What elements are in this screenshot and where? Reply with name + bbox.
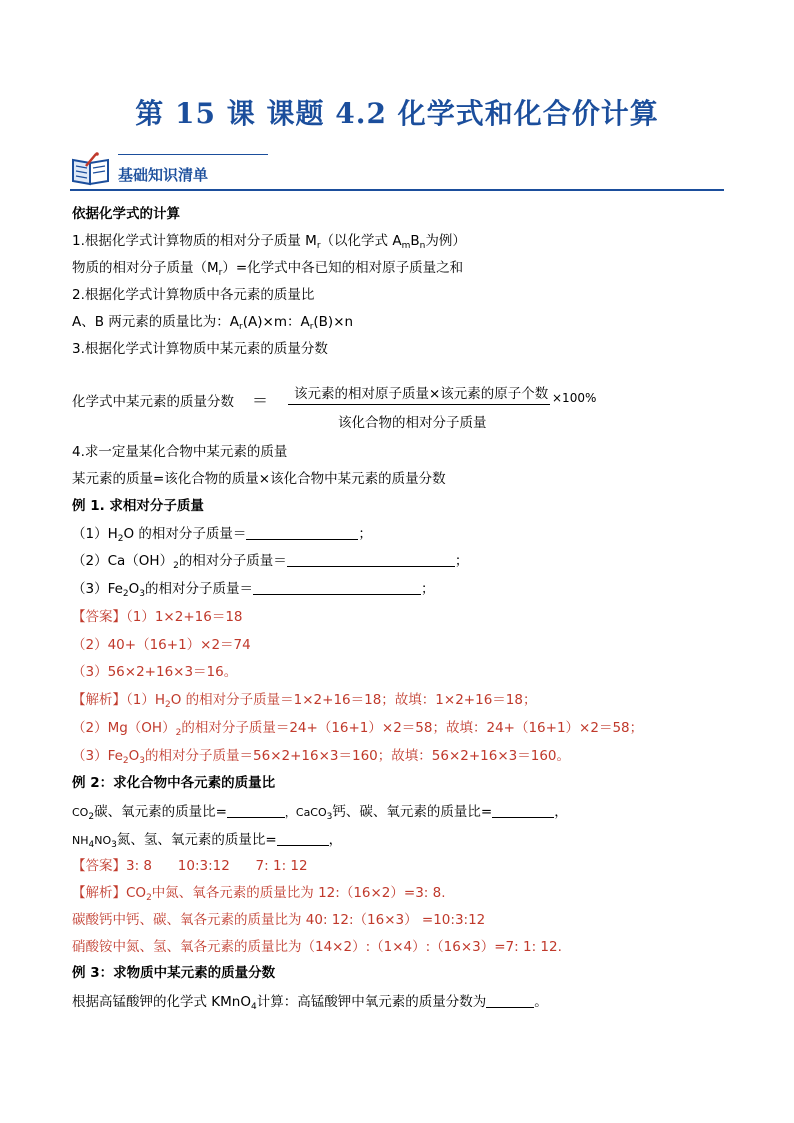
subscript: r [316,241,321,251]
example-1-title: 例 1. 求相对分子质量 [72,498,204,514]
subscript: m [401,241,411,251]
point-3: 3.根据化学式计算物质中某元素的质量分数 [72,341,328,357]
text: （1）H [126,692,165,708]
subscript: 4 [250,1002,257,1012]
text: ， [554,804,568,820]
text: （1）1×2+16＝18 [126,609,243,625]
fraction-percent: ×100% [552,391,597,405]
explanation-tag: 【解析】 [72,692,126,708]
text: CO [72,806,89,819]
point-2: 2.根据化学式计算物质中各元素的质量比 [72,287,315,303]
example-1-answer-1 [72,608,243,626]
example-2-question-1 [72,803,568,826]
text: ， [328,832,343,848]
subscript: 3 [139,589,146,599]
subscript: r [309,322,314,332]
answer-blank[interactable] [227,803,285,818]
text: 为例） [425,233,466,249]
answer-blank[interactable] [486,993,534,1008]
subscript: 3 [139,756,146,766]
point-4: 4.求一定量某化合物中某元素的质量 [72,444,288,460]
text: O [128,581,140,597]
text: 的相对分子质量＝ [145,581,254,597]
subscript: 2 [88,812,95,822]
text: O 的相对分子质量＝1×2+16＝18；故填：1×2+16＝18； [170,692,537,708]
fraction-denominator: 该化合物的相对分子质量 [338,415,487,431]
text: （以化学式 A [320,233,402,249]
example-1-answer-3: （3）56×2+16×3＝16。 [72,664,238,680]
text: 计算：高锰酸钾中氧元素的质量分数为 [256,994,487,1010]
explanation-tag: 【解析】 [72,885,126,901]
text: 的相对分子质量＝56×2+16×3＝160；故填：56×2+16×3＝160。 [145,748,571,764]
point-1 [72,232,466,255]
text: 中氮、氧各元素的质量比为 12:（16×2）=3: 8. [151,885,446,901]
section-bottom-rule [70,189,724,191]
fraction-bar [288,404,550,405]
point-1-formula [72,259,463,282]
text: B [410,233,420,249]
answer-blank[interactable] [277,831,329,846]
subscript: 2 [173,561,179,571]
subscript: 4 [88,840,95,850]
example-2-answer [72,857,308,875]
subscript: 3 [111,840,117,850]
book-icon [70,152,112,188]
text: ； [454,553,469,569]
text: NO [94,834,112,847]
section-header [70,152,724,192]
text: （2）Ca（OH） [72,553,174,569]
text: 氮、氢、氧元素的质量比= [116,832,277,848]
subscript: n [419,241,426,251]
example-1-answer-2: （2）40+（16+1）×2＝74 [72,637,251,653]
example-2-explanation-3: 硝酸铵中氮、氢、氧各元素的质量比为（14×2）:（1×4）:（16×3）=7: 1: 12. [72,939,562,955]
example-3-title: 例 3：求物质中某元素的质量分数 [72,965,276,981]
subscript: 2 [122,589,129,599]
subscript: r [239,322,243,332]
text: （3）Fe [72,748,123,764]
example-1-question-3 [72,580,435,603]
example-2-title: 例 2：求化合物中各元素的质量比 [72,775,276,791]
text: (B)×n [313,314,354,330]
example-3-question [72,993,548,1016]
text: 钙、碳、氧元素的质量比= [332,804,493,820]
text: 碳、氧元素的质量比= [94,804,227,820]
text: （2）Mg（OH） [72,720,176,736]
text: (A)×m：A [242,314,310,330]
text: 物质的相对分子质量（M [72,260,219,276]
subscript: 3 [326,812,333,822]
example-1-question-1 [72,525,372,548]
text: 3: 8 10:3:12 7: 1: 12 [126,858,308,874]
example-1-question-2 [72,552,468,575]
subscript: 2 [122,756,129,766]
fraction-label: 化学式中某元素的质量分数 [72,394,234,410]
subscript: 2 [165,700,171,710]
subscript: r [218,268,223,278]
text: A、B 两元素的质量比为：A [72,314,240,330]
point-4-formula: 某元素的质量=该化合物的质量×该化合物中某元素的质量分数 [72,471,446,487]
text: O 的相对分子质量＝ [123,526,247,542]
example-2-explanation-2: 碳酸钙中钙、碳、氧各元素的质量比为 40: 12:（16×3） =10:3:12 [72,912,486,928]
answer-blank[interactable] [253,580,421,595]
answer-blank[interactable] [287,552,455,567]
point-2-formula [72,313,353,336]
example-2-explanation-1 [72,884,446,907]
answer-tag: 【答案】 [72,858,126,874]
text: （1）H [72,526,118,542]
text: 1.根据化学式计算物质的相对分子质量 M [72,233,317,249]
answer-blank[interactable] [246,525,358,540]
text: NH [72,834,89,847]
section-title: 基础知识清单 [118,166,209,184]
fraction-numerator: 该元素的相对原子质量×该元素的原子个数 [294,386,549,402]
subscript: 2 [175,728,182,738]
answer-tag: 【答案】 [72,609,126,625]
page-title: 第 15 课 课题 4.2 化学式和化合价计算 [135,97,659,130]
subscript: 2 [117,534,124,544]
text: ，CaCO [284,806,327,819]
example-1-explanation-3 [72,747,570,770]
answer-blank[interactable] [492,803,554,818]
section-top-rule [118,154,268,155]
text: O [128,748,140,764]
text: CO [126,885,147,901]
text: 的相对分子质量＝24+（16+1）×2＝58；故填：24+（16+1）×2＝58； [181,720,644,736]
text: ； [358,526,372,542]
heading-formula-calc: 依据化学式的计算 [72,206,180,222]
text: ； [421,581,435,597]
text: 的相对分子质量＝ [178,553,287,569]
text: 根据高锰酸钾的化学式 KMnO [72,994,251,1010]
fraction-equals: ＝ [252,391,269,410]
example-1-explanation-2 [72,719,643,742]
subscript: 2 [146,893,152,903]
text: ）=化学式中各已知的相对原子质量之和 [222,260,464,276]
example-1-explanation-1 [72,691,536,714]
example-2-question-2 [72,831,342,854]
text: （3）Fe [72,581,123,597]
text: 。 [534,994,548,1010]
